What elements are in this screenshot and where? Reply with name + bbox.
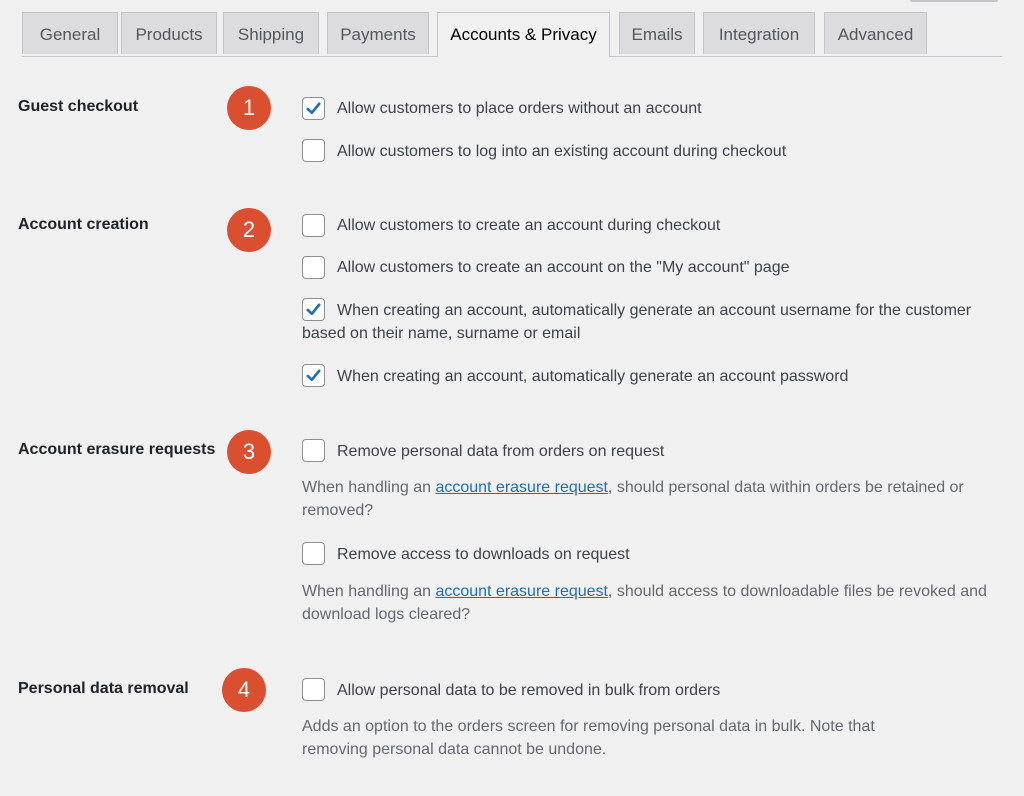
checkmark-icon	[304, 366, 323, 385]
bulk-remove-description: Adds an option to the orders screen for removing personal data in bulk. Note that removing personal data cannot be undone.	[302, 718, 875, 758]
personal-data-removal-label: Personal data removal	[18, 680, 189, 697]
tab-shipping[interactable]: Shipping	[223, 12, 319, 54]
account-erasure-request-link[interactable]: account erasure request	[435, 479, 608, 496]
step-badge-1: 1	[227, 86, 271, 130]
create-account-checkout-label: Allow customers to create an account during checkout	[337, 217, 721, 234]
generate-password-label: When creating an account, automatically generate an account password	[337, 368, 849, 385]
description-text: , should personal data within orders be retained or removed?	[302, 479, 964, 519]
description-text: When handling an	[302, 479, 436, 496]
tab-accounts-privacy[interactable]: Accounts & Privacy	[437, 12, 610, 57]
remove-order-data-description	[302, 476, 1002, 522]
step-badge-2: 2	[227, 208, 271, 252]
bulk-remove-checkbox[interactable]	[302, 678, 325, 701]
description-text: , should access to downloadable files be revoked and download logs cleared?	[302, 583, 987, 623]
remove-downloads-label: Remove access to downloads on request	[337, 546, 630, 563]
guest-checkout-checkbox[interactable]	[302, 97, 325, 120]
create-account-checkout-checkbox[interactable]	[302, 214, 325, 237]
login-during-checkout-label: Allow customers to log into an existing account during checkout	[337, 143, 787, 160]
account-erasure-request-link[interactable]: account erasure request	[435, 583, 608, 600]
description-text: When handling an	[302, 583, 436, 600]
tab-emails[interactable]: Emails	[619, 12, 695, 54]
tab-general[interactable]: General	[22, 12, 118, 54]
tab-payments[interactable]: Payments	[327, 12, 429, 54]
generate-username-label: When creating an account, automatically generate an account username for the customer based on their name, surname or email	[302, 302, 972, 342]
step-badge-4: 4	[222, 668, 266, 712]
create-account-myaccount-checkbox[interactable]	[302, 256, 325, 279]
login-during-checkout-checkbox[interactable]	[302, 139, 325, 162]
account-creation-label: Account creation	[18, 216, 149, 233]
guest-checkout-option-label: Allow customers to place orders without an account	[337, 100, 702, 117]
tab-integration[interactable]: Integration	[703, 12, 815, 54]
bulk-remove-label: Allow personal data to be removed in bulk from orders	[337, 682, 721, 699]
remove-order-data-label: Remove personal data from orders on request	[337, 443, 665, 460]
remove-order-data-checkbox[interactable]	[302, 439, 325, 462]
remove-downloads-checkbox[interactable]	[302, 542, 325, 565]
account-erasure-label: Account erasure requests	[18, 441, 216, 458]
step-badge-3: 3	[227, 430, 271, 474]
guest-checkout-label: Guest checkout	[18, 98, 139, 115]
create-account-myaccount-label: Allow customers to create an account on the "My account" page	[337, 259, 790, 276]
generate-password-checkbox[interactable]	[302, 364, 325, 387]
settings-tabs	[22, 12, 1002, 57]
remove-downloads-description	[302, 580, 1002, 626]
tab-products[interactable]: Products	[121, 12, 217, 54]
top-edge-decoration	[910, 0, 998, 2]
checkmark-icon	[304, 99, 323, 118]
tab-advanced[interactable]: Advanced	[824, 12, 927, 54]
